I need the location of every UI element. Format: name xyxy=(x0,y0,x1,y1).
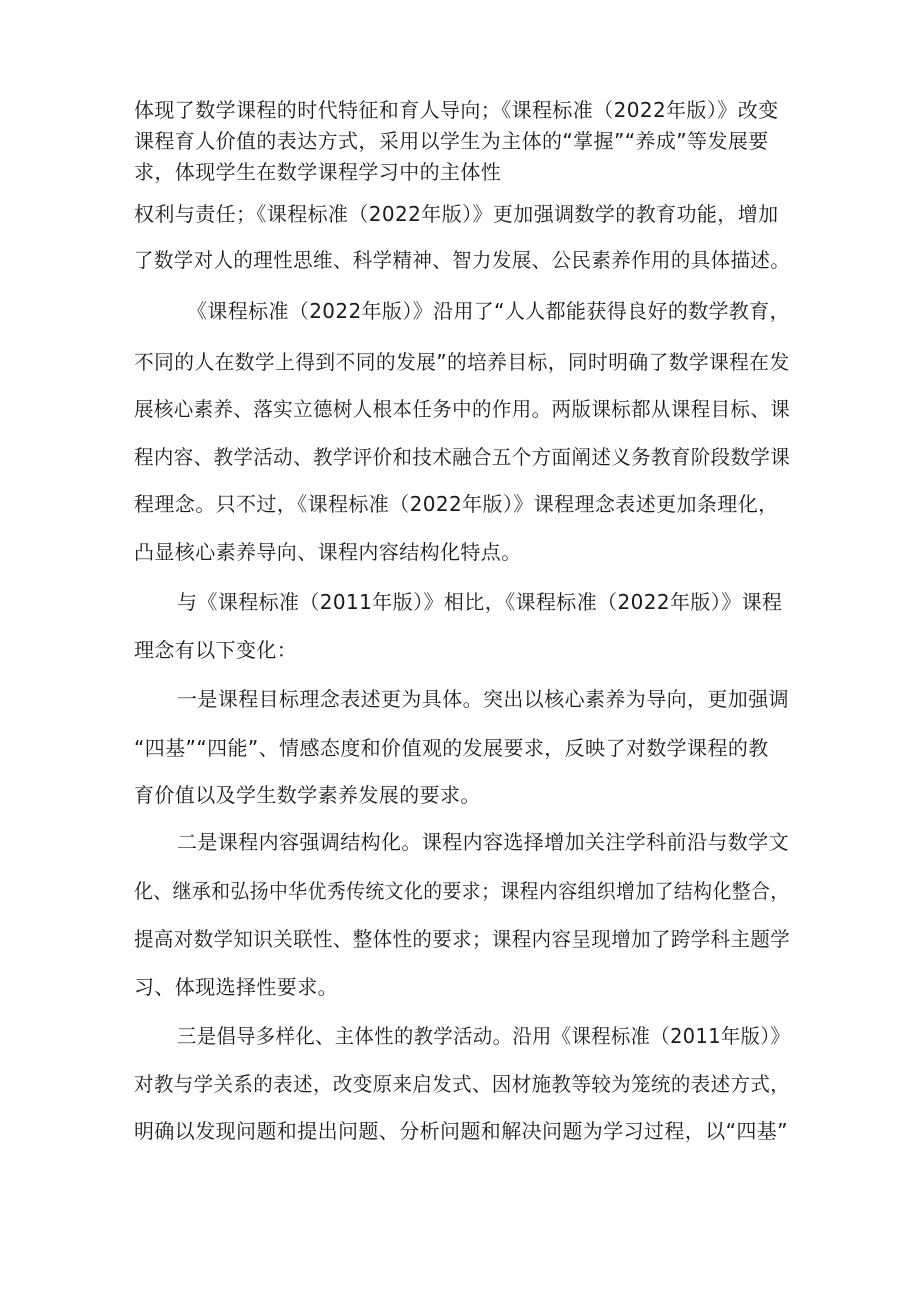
text-line: 对教与学关系的表述，改变原来启发式、因材施教等较为笼统的表述方式， xyxy=(134,1072,791,1096)
text-line: 体现了数学课程的时代特征和育人导向；《课程标准（2022年版）》改变 xyxy=(134,98,779,122)
text-line: 育价值以及学生数学素养发展的要求。 xyxy=(134,783,481,807)
text-line: 求，体现学生在数学课程学习中的主体性 xyxy=(134,160,502,184)
text-line: 程理念。只不过，《课程标准（2022年版）》课程理念表述更加条理化， xyxy=(134,492,779,516)
text-line: 提高对数学知识关联性、整体性的要求；课程内容呈现增加了跨学科主题学 xyxy=(134,927,791,951)
text-line: 权利与责任；《课程标准（2022年版）》更加强调数学的教育功能，增加 xyxy=(134,202,779,226)
text-line: 不同的人在数学上得到不同的发展”的培养目标，同时明确了数学课程在发 xyxy=(134,350,790,374)
text-line: 明确以发现问题和提出问题、分析问题和解决问题为学习过程，以“四基” xyxy=(134,1119,788,1143)
text-line: 凸显核心素养导向、课程内容结构化特点。 xyxy=(134,540,522,564)
text-line: 理念有以下变化： xyxy=(134,638,298,662)
text-line: 三是倡导多样化、主体性的教学活动。沿用《课程标准（2011年版）》 xyxy=(177,1024,791,1048)
text-line: 一是课程目标理念表述更为具体。突出以核心素养为导向，更加强调 xyxy=(177,687,789,711)
text-line: 与《课程标准（2011年版）》相比，《课程标准（2022年版）》课程 xyxy=(177,590,783,614)
text-line: 《课程标准（2022年版）》沿用了“人人都能获得良好的数学教育， xyxy=(187,299,791,323)
text-line: 习、体现选择性要求。 xyxy=(134,975,338,999)
text-line: 二是课程内容强调结构化。课程内容选择增加关注学科前沿与数学文 xyxy=(177,830,789,854)
text-line: 了数学对人的理性思维、科学精神、智力发展、公民素养作用的具体描述。 xyxy=(134,248,791,272)
text-line: 化、继承和弘扬中华优秀传统文化的要求；课程内容组织增加了结构化整合， xyxy=(134,879,790,903)
text-line: “四基”“四能”、情感态度和价值观的发展要求，反映了对数学课程的教 xyxy=(134,736,769,760)
text-line: 课程育人价值的表达方式，采用以学生为主体的“掌握”“养成”等发展要 xyxy=(134,129,769,153)
text-line: 程内容、教学活动、教学评价和技术融合五个方面阐述义务教育阶段数学课 xyxy=(134,445,791,469)
text-line: 展核心素养、落实立德树人根本任务中的作用。两版课标都从课程目标、课 xyxy=(134,397,791,421)
